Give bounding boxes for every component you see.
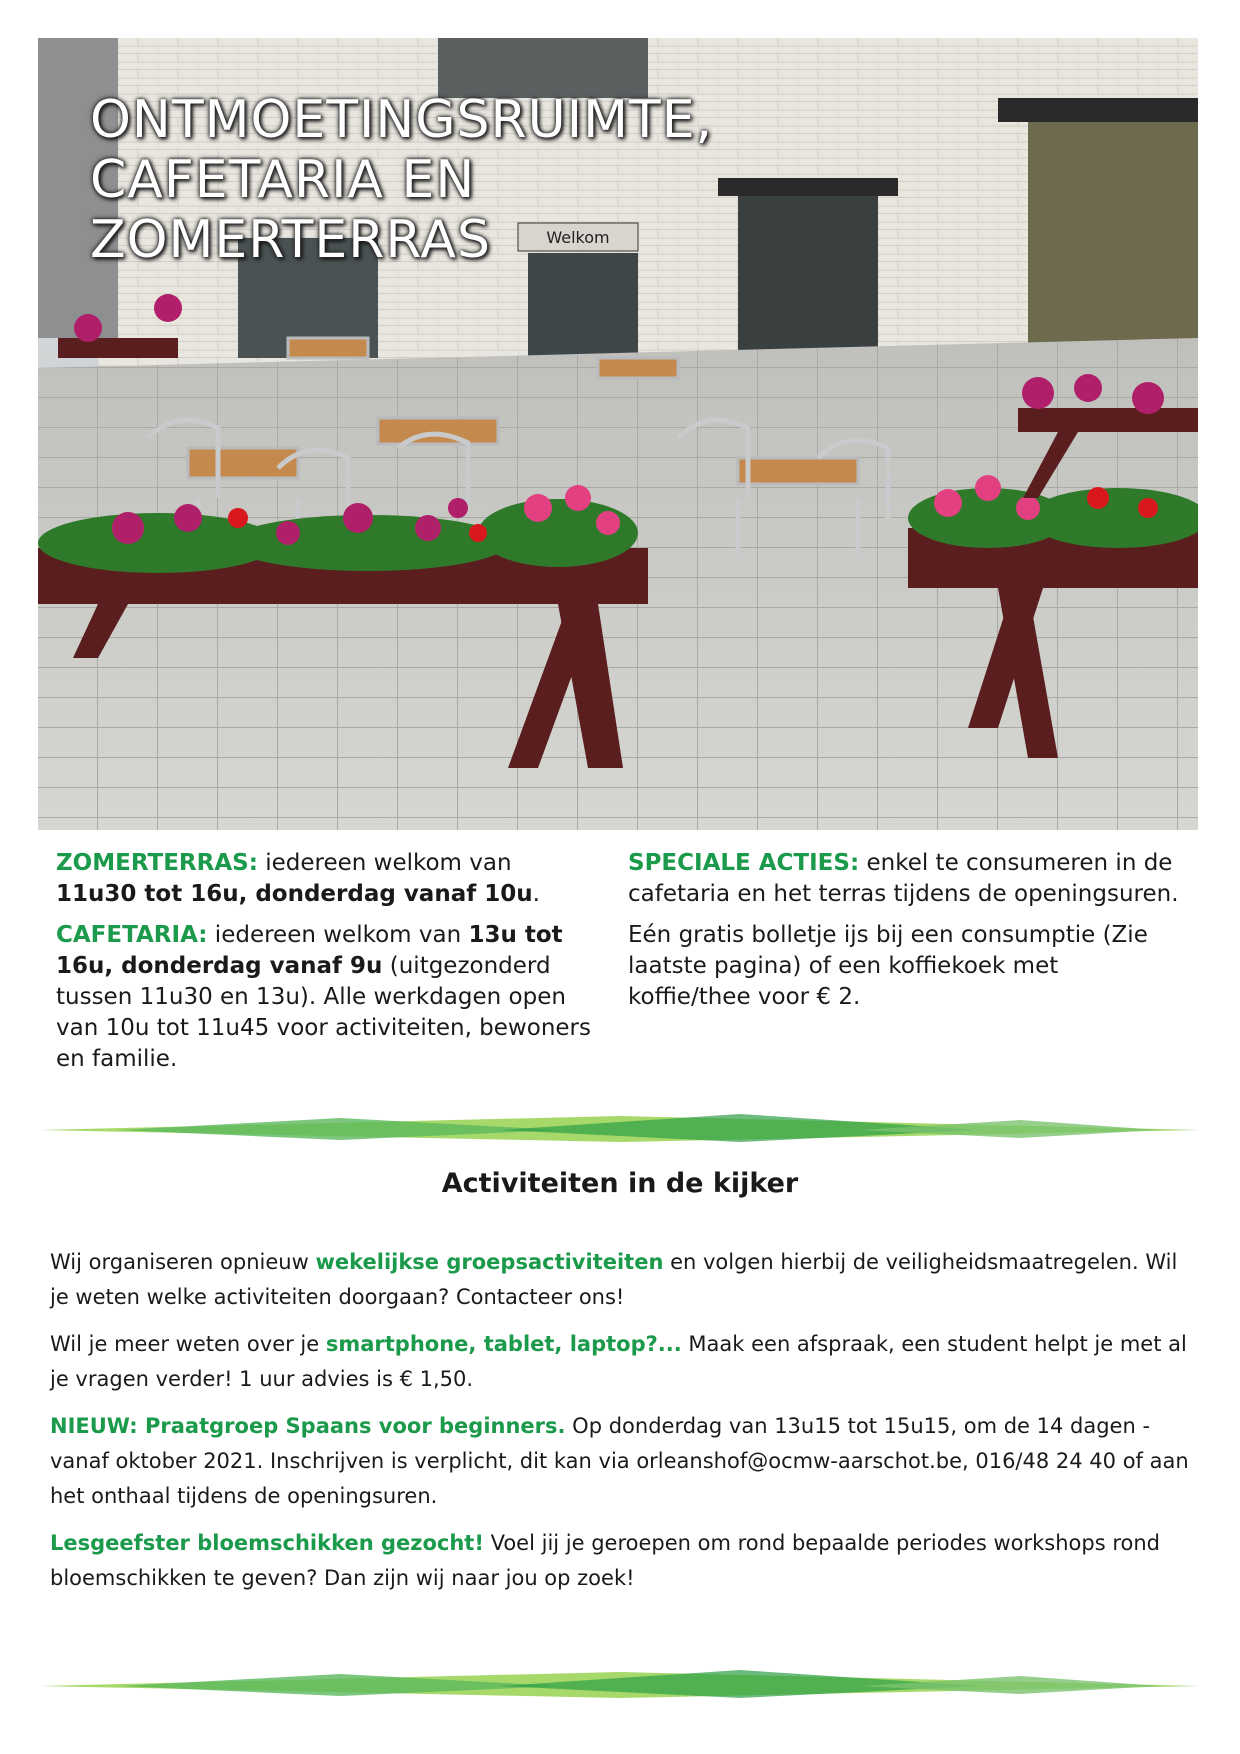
terrace-photo xyxy=(38,38,1198,830)
activity-paragraph-4 xyxy=(50,1526,1200,1596)
activities-body xyxy=(50,1245,1200,1608)
leaf-divider-top xyxy=(40,1108,1200,1148)
opening-hours-column xyxy=(56,848,596,1085)
activities-title: Activiteiten in de kijker xyxy=(441,1168,799,1199)
zomerterras-label: ZOMERTERRAS: xyxy=(56,850,258,876)
p2-highlight: smartphone, tablet, laptop?... xyxy=(325,1332,682,1356)
acties-paragraph xyxy=(628,848,1188,910)
leaf-divider-bottom xyxy=(40,1664,1200,1704)
p4-highlight: Lesgeefster bloemschikken gezocht! xyxy=(50,1531,484,1555)
activity-paragraph-2 xyxy=(50,1327,1200,1397)
acties-text: enkel te consumeren in de cafetaria en het terras tijdens de openingsuren. xyxy=(628,850,1179,907)
cafetaria-label: CAFETARIA: xyxy=(56,922,208,948)
activity-paragraph-3 xyxy=(50,1409,1200,1514)
cafetaria-hours: 13u tot 16u, donderdag vanaf 9u xyxy=(56,922,563,979)
page-title xyxy=(90,90,713,270)
zomerterras-hours: 11u30 tot 16u, donderdag vanaf 10u xyxy=(56,881,533,907)
p2-text-b: Maak een afspraak, een student helpt je met al je vragen verder! 1 uur advies is € 1,50. xyxy=(50,1332,1187,1391)
p1-text-b: en volgen hierbij de veiligheidsmaatregelen. Wil je weten welke activiteiten doorgaan? Contacteer ons! xyxy=(50,1250,1178,1309)
title-line-1: ONTMOETINGSRUIMTE, xyxy=(90,90,714,150)
p1-highlight: wekelijkse groepsactiviteiten xyxy=(315,1250,664,1274)
acties-label: SPECIALE ACTIES: xyxy=(628,850,860,876)
cafetaria-paragraph xyxy=(56,920,596,1075)
welkom-sign: Welkom xyxy=(546,228,610,247)
zomerterras-end: . xyxy=(532,881,540,907)
p2-text-a: Wil je meer weten over je xyxy=(50,1332,326,1356)
cafetaria-note: (uitgezonderd tussen 11u30 en 13u). Alle werkdagen open van 10u tot 11u45 voor activiteiten, bewoners en familie. xyxy=(56,953,591,1072)
title-line-3: ZOMERTERRAS xyxy=(90,210,491,270)
title-line-2: CAFETARIA EN xyxy=(90,150,476,210)
p1-text-a: Wij organiseren opnieuw xyxy=(50,1250,316,1274)
zomerterras-paragraph xyxy=(56,848,596,910)
offer-paragraph: Eén gratis bolletje ijs bij een consumptie (Zie laatste pagina) of een koffiekoek met koffie/thee voor € 2. xyxy=(628,922,1148,1010)
p3-text-b: Op donderdag van 13u15 tot 15u15, om de 14 dagen - vanaf oktober 2021. Inschrijven is verplicht, dit kan via orleanshof@ocmw-aarschot.be, 016/48 24 40 of aan het onthaal tijdens de openingsuren. xyxy=(50,1414,1189,1508)
cafetaria-text: iedereen welkom van xyxy=(207,922,469,948)
zomerterras-text: iedereen welkom van xyxy=(257,850,512,876)
special-actions-column xyxy=(628,848,1188,1023)
activity-paragraph-1 xyxy=(50,1245,1200,1315)
p3-highlight: NIEUW: Praatgroep Spaans voor beginners. xyxy=(50,1414,566,1438)
p4-text-b: Voel jij je geroepen om rond bepaalde periodes workshops rond bloemschikken te geven? Dan zijn wij naar jou op zoek! xyxy=(50,1531,1160,1590)
